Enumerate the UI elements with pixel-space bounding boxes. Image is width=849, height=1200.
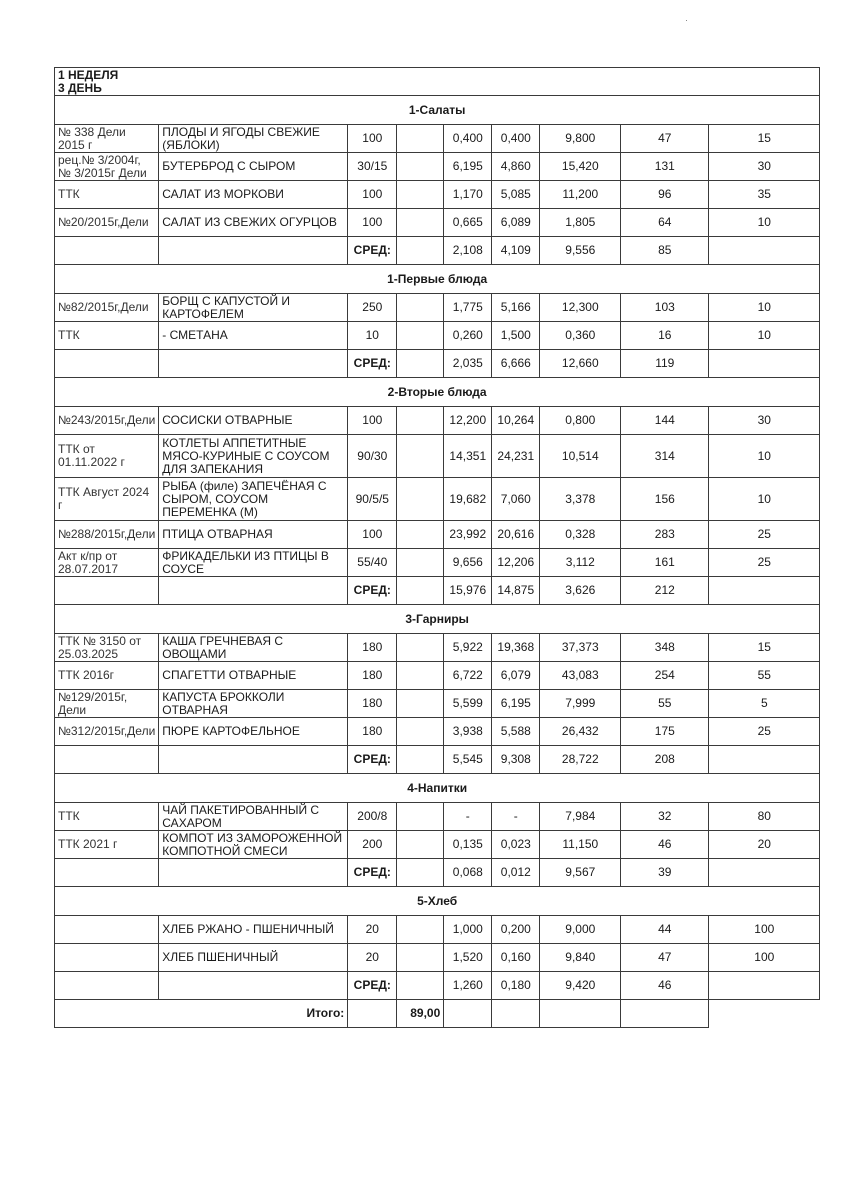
cell-protein: 0,665 [444, 209, 492, 237]
cell-empty [159, 859, 348, 887]
cell-portion: 20 [348, 916, 397, 944]
cell-fat: 0,023 [492, 831, 540, 859]
avg-kcal: 85 [621, 237, 709, 265]
cell-empty [55, 237, 159, 265]
cell-kcal: 144 [621, 407, 709, 435]
cell-extra: 80 [709, 803, 820, 831]
average-row [55, 972, 820, 1000]
cell-extra: 35 [709, 181, 820, 209]
table-row [55, 407, 820, 435]
cell-protein: 0,260 [444, 322, 492, 350]
cell-extra: 25 [709, 549, 820, 577]
cell-empty [709, 1000, 820, 1028]
cell-protein: 6,195 [444, 153, 492, 181]
cell-portion: 250 [348, 294, 397, 322]
table-row [55, 549, 820, 577]
cell-fat: 0,400 [492, 125, 540, 153]
section-header-row [55, 378, 820, 407]
cell-kcal: 348 [621, 634, 709, 662]
cell-protein: 1,000 [444, 916, 492, 944]
cell-name: БУТЕРБРОД С СЫРОМ [159, 153, 348, 181]
cell-fat: 12,206 [492, 549, 540, 577]
cell-kcal: 175 [621, 718, 709, 746]
cell-code: ТТК [55, 322, 159, 350]
cell-empty [621, 1000, 709, 1028]
week-label: 1 НЕДЕЛЯ [58, 67, 119, 82]
cell-price [397, 322, 444, 350]
average-row [55, 577, 820, 605]
cell-carbs: 9,000 [540, 916, 621, 944]
cell-fat: 4,860 [492, 153, 540, 181]
cell-price [397, 478, 444, 521]
avg-carbs: 9,567 [540, 859, 621, 887]
section-title: 4-Напитки [55, 774, 820, 803]
table-row [55, 322, 820, 350]
cell-code: ТТК 2016г [55, 662, 159, 690]
cell-empty [55, 577, 159, 605]
average-label: СРЕД: [348, 859, 397, 887]
table-row [55, 916, 820, 944]
cell-portion: 180 [348, 690, 397, 718]
cell-fat: - [492, 803, 540, 831]
cell-empty [397, 972, 444, 1000]
cell-price [397, 549, 444, 577]
section-header-row [55, 887, 820, 916]
cell-empty [55, 350, 159, 378]
avg-carbs: 9,556 [540, 237, 621, 265]
cell-kcal: 32 [621, 803, 709, 831]
cell-price [397, 209, 444, 237]
cell-protein: 9,656 [444, 549, 492, 577]
cell-kcal: 161 [621, 549, 709, 577]
avg-protein: 2,108 [444, 237, 492, 265]
avg-carbs: 3,626 [540, 577, 621, 605]
average-label: СРЕД: [348, 350, 397, 378]
avg-kcal: 212 [621, 577, 709, 605]
cell-kcal: 64 [621, 209, 709, 237]
cell-carbs: 0,360 [540, 322, 621, 350]
cell-extra: 100 [709, 944, 820, 972]
cell-portion: 180 [348, 718, 397, 746]
header-row [55, 68, 820, 96]
cell-name: КАША ГРЕЧНЕВАЯ С ОВОЩАМИ [159, 634, 348, 662]
cell-price [397, 125, 444, 153]
cell-price [397, 831, 444, 859]
cell-protein: 12,200 [444, 407, 492, 435]
cell-empty [709, 350, 820, 378]
table-row [55, 718, 820, 746]
table-row [55, 181, 820, 209]
table-row [55, 294, 820, 322]
cell-code: ТТК Август 2024 г [55, 478, 159, 521]
cell-code: ТТК от 01.11.2022 г [55, 435, 159, 478]
cell-portion: 10 [348, 322, 397, 350]
cell-code: ТТК [55, 181, 159, 209]
cell-empty [709, 237, 820, 265]
cell-empty [55, 746, 159, 774]
cell-name: КОТЛЕТЫ АППЕТИТНЫЕ МЯСО-КУРИНЫЕ С СОУСОМ ДЛЯ ЗАПЕКАНИЯ [159, 435, 348, 478]
table-row [55, 435, 820, 478]
cell-kcal: 46 [621, 831, 709, 859]
cell-carbs: 9,840 [540, 944, 621, 972]
cell-empty [159, 577, 348, 605]
section-header-row [55, 96, 820, 125]
cell-code: ТТК [55, 803, 159, 831]
cell-empty [709, 746, 820, 774]
cell-carbs: 7,984 [540, 803, 621, 831]
cell-kcal: 47 [621, 944, 709, 972]
cell-name: РЫБА (филе) ЗАПЕЧЁНАЯ С СЫРОМ, СОУСОМ ПЕРЕМЕНКА (М) [159, 478, 348, 521]
cell-portion: 90/30 [348, 435, 397, 478]
cell-carbs: 3,378 [540, 478, 621, 521]
cell-empty [159, 972, 348, 1000]
cell-extra: 15 [709, 125, 820, 153]
cell-name: СПАГЕТТИ ОТВАРНЫЕ [159, 662, 348, 690]
average-label: СРЕД: [348, 237, 397, 265]
cell-portion: 200 [348, 831, 397, 859]
avg-fat: 4,109 [492, 237, 540, 265]
cell-name: САЛАТ ИЗ МОРКОВИ [159, 181, 348, 209]
cell-protein: 1,520 [444, 944, 492, 972]
avg-protein: 15,976 [444, 577, 492, 605]
table-row [55, 831, 820, 859]
cell-price [397, 294, 444, 322]
avg-protein: 0,068 [444, 859, 492, 887]
cell-empty [397, 859, 444, 887]
table-row [55, 803, 820, 831]
cell-code: №312/2015г,Дели [55, 718, 159, 746]
cell-price [397, 153, 444, 181]
table-row [55, 521, 820, 549]
cell-name: БОРЩ С КАПУСТОЙ И КАРТОФЕЛЕМ [159, 294, 348, 322]
cell-name: ПТИЦА ОТВАРНАЯ [159, 521, 348, 549]
cell-carbs: 0,800 [540, 407, 621, 435]
section-header-row [55, 605, 820, 634]
average-row [55, 237, 820, 265]
avg-fat: 14,875 [492, 577, 540, 605]
section-header-row [55, 774, 820, 803]
cell-fat: 19,368 [492, 634, 540, 662]
cell-name: ХЛЕБ РЖАНО - ПШЕНИЧНЫЙ [159, 916, 348, 944]
cell-fat: 10,264 [492, 407, 540, 435]
cell-portion: 100 [348, 521, 397, 549]
cell-extra: 15 [709, 634, 820, 662]
cell-portion: 200/8 [348, 803, 397, 831]
avg-fat: 6,666 [492, 350, 540, 378]
cell-empty [159, 350, 348, 378]
cell-name: КОМПОТ ИЗ ЗАМОРОЖЕННОЙ КОМПОТНОЙ СМЕСИ [159, 831, 348, 859]
cell-carbs: 7,999 [540, 690, 621, 718]
document-header [55, 68, 820, 96]
table-row [55, 944, 820, 972]
cell-fat: 6,089 [492, 209, 540, 237]
cell-empty [540, 1000, 621, 1028]
cell-price [397, 407, 444, 435]
cell-portion: 100 [348, 125, 397, 153]
cell-carbs: 1,805 [540, 209, 621, 237]
cell-protein: 3,938 [444, 718, 492, 746]
cell-empty [709, 972, 820, 1000]
cell-price [397, 435, 444, 478]
section-header-row [55, 265, 820, 294]
cell-empty [55, 972, 159, 1000]
cell-price [397, 521, 444, 549]
cell-name: ХЛЕБ ПШЕНИЧНЫЙ [159, 944, 348, 972]
table-row [55, 478, 820, 521]
cell-empty [397, 237, 444, 265]
cell-extra: 55 [709, 662, 820, 690]
cell-fat: 5,085 [492, 181, 540, 209]
cell-empty [348, 1000, 397, 1028]
cell-carbs: 43,083 [540, 662, 621, 690]
cell-extra: 10 [709, 209, 820, 237]
avg-carbs: 9,420 [540, 972, 621, 1000]
cell-protein: 1,170 [444, 181, 492, 209]
cell-code: № 338 Дели 2015 г [55, 125, 159, 153]
cell-protein: 0,135 [444, 831, 492, 859]
cell-carbs: 10,514 [540, 435, 621, 478]
table-row [55, 125, 820, 153]
cell-code [55, 944, 159, 972]
avg-protein: 1,260 [444, 972, 492, 1000]
cell-protein: 5,599 [444, 690, 492, 718]
cell-portion: 100 [348, 209, 397, 237]
avg-protein: 2,035 [444, 350, 492, 378]
cell-name: САЛАТ ИЗ СВЕЖИХ ОГУРЦОВ [159, 209, 348, 237]
cell-portion: 100 [348, 181, 397, 209]
cell-portion: 30/15 [348, 153, 397, 181]
cell-extra: 10 [709, 435, 820, 478]
cell-protein: 6,722 [444, 662, 492, 690]
total-value: 89,00 [397, 1000, 444, 1028]
cell-carbs: 11,150 [540, 831, 621, 859]
cell-fat: 6,195 [492, 690, 540, 718]
cell-fat: 5,166 [492, 294, 540, 322]
cell-code: №129/2015г, Дели [55, 690, 159, 718]
cell-price [397, 634, 444, 662]
section-title: 5-Хлеб [55, 887, 820, 916]
cell-kcal: 55 [621, 690, 709, 718]
cell-extra: 25 [709, 521, 820, 549]
cell-kcal: 283 [621, 521, 709, 549]
avg-fat: 9,308 [492, 746, 540, 774]
cell-empty [397, 577, 444, 605]
cell-empty [159, 746, 348, 774]
cell-kcal: 47 [621, 125, 709, 153]
cell-kcal: 103 [621, 294, 709, 322]
scan-speck [686, 20, 687, 21]
cell-portion: 180 [348, 634, 397, 662]
avg-kcal: 46 [621, 972, 709, 1000]
cell-code [55, 916, 159, 944]
cell-empty [159, 237, 348, 265]
cell-extra: 30 [709, 407, 820, 435]
total-row [55, 1000, 820, 1028]
cell-protein: - [444, 803, 492, 831]
average-label: СРЕД: [348, 577, 397, 605]
cell-fat: 0,200 [492, 916, 540, 944]
cell-name: ЧАЙ ПАКЕТИРОВАННЫЙ С САХАРОМ [159, 803, 348, 831]
menu-table [54, 67, 820, 1028]
table-row [55, 690, 820, 718]
cell-empty [397, 746, 444, 774]
cell-code: рец.№ 3/2004г, № 3/2015г Дели [55, 153, 159, 181]
cell-kcal: 254 [621, 662, 709, 690]
cell-kcal: 156 [621, 478, 709, 521]
cell-empty [444, 1000, 492, 1028]
cell-fat: 0,160 [492, 944, 540, 972]
cell-name: - СМЕТАНА [159, 322, 348, 350]
cell-code: №288/2015г,Дели [55, 521, 159, 549]
avg-kcal: 39 [621, 859, 709, 887]
table-row [55, 662, 820, 690]
avg-kcal: 208 [621, 746, 709, 774]
average-row [55, 746, 820, 774]
cell-price [397, 690, 444, 718]
cell-price [397, 944, 444, 972]
average-row [55, 859, 820, 887]
cell-portion: 55/40 [348, 549, 397, 577]
cell-protein: 0,400 [444, 125, 492, 153]
cell-price [397, 718, 444, 746]
cell-code: ТТК № 3150 от 25.03.2025 [55, 634, 159, 662]
avg-fat: 0,012 [492, 859, 540, 887]
cell-empty [55, 859, 159, 887]
cell-carbs: 0,328 [540, 521, 621, 549]
cell-carbs: 37,373 [540, 634, 621, 662]
cell-extra: 100 [709, 916, 820, 944]
cell-carbs: 26,432 [540, 718, 621, 746]
cell-kcal: 44 [621, 916, 709, 944]
cell-name: ПЛОДЫ И ЯГОДЫ СВЕЖИЕ (ЯБЛОКИ) [159, 125, 348, 153]
cell-empty [397, 350, 444, 378]
cell-name: ПЮРЕ КАРТОФЕЛЬНОЕ [159, 718, 348, 746]
cell-name: ФРИКАДЕЛЬКИ ИЗ ПТИЦЫ В СОУСЕ [159, 549, 348, 577]
avg-kcal: 119 [621, 350, 709, 378]
cell-code: №243/2015г,Дели [55, 407, 159, 435]
cell-kcal: 96 [621, 181, 709, 209]
cell-carbs: 12,300 [540, 294, 621, 322]
cell-fat: 5,588 [492, 718, 540, 746]
table-row [55, 634, 820, 662]
table-row [55, 153, 820, 181]
cell-extra: 10 [709, 294, 820, 322]
cell-fat: 1,500 [492, 322, 540, 350]
cell-extra: 10 [709, 322, 820, 350]
cell-fat: 7,060 [492, 478, 540, 521]
cell-price [397, 181, 444, 209]
cell-code: №82/2015г,Дели [55, 294, 159, 322]
avg-carbs: 28,722 [540, 746, 621, 774]
cell-portion: 180 [348, 662, 397, 690]
table-row [55, 209, 820, 237]
cell-protein: 5,922 [444, 634, 492, 662]
cell-carbs: 11,200 [540, 181, 621, 209]
cell-protein: 1,775 [444, 294, 492, 322]
cell-code: №20/2015г,Дели [55, 209, 159, 237]
cell-empty [492, 1000, 540, 1028]
day-label: 3 ДЕНЬ [58, 80, 102, 95]
cell-price [397, 916, 444, 944]
cell-name: СОСИСКИ ОТВАРНЫЕ [159, 407, 348, 435]
cell-portion: 20 [348, 944, 397, 972]
cell-empty [709, 859, 820, 887]
cell-carbs: 9,800 [540, 125, 621, 153]
average-row [55, 350, 820, 378]
cell-protein: 14,351 [444, 435, 492, 478]
cell-protein: 23,992 [444, 521, 492, 549]
average-label: СРЕД: [348, 972, 397, 1000]
cell-fat: 24,231 [492, 435, 540, 478]
cell-extra: 5 [709, 690, 820, 718]
cell-carbs: 3,112 [540, 549, 621, 577]
cell-fat: 20,616 [492, 521, 540, 549]
cell-fat: 6,079 [492, 662, 540, 690]
section-title: 1-Салаты [55, 96, 820, 125]
cell-extra: 20 [709, 831, 820, 859]
cell-portion: 100 [348, 407, 397, 435]
cell-portion: 90/5/5 [348, 478, 397, 521]
cell-carbs: 15,420 [540, 153, 621, 181]
cell-empty [709, 577, 820, 605]
total-label: Итого: [55, 1000, 348, 1028]
cell-protein: 19,682 [444, 478, 492, 521]
cell-code: Акт к/пр от 28.07.2017 [55, 549, 159, 577]
avg-fat: 0,180 [492, 972, 540, 1000]
cell-extra: 25 [709, 718, 820, 746]
section-title: 1-Первые блюда [55, 265, 820, 294]
section-title: 2-Вторые блюда [55, 378, 820, 407]
avg-protein: 5,545 [444, 746, 492, 774]
cell-price [397, 803, 444, 831]
cell-kcal: 314 [621, 435, 709, 478]
section-title: 3-Гарниры [55, 605, 820, 634]
cell-name: КАПУСТА БРОККОЛИ ОТВАРНАЯ [159, 690, 348, 718]
avg-carbs: 12,660 [540, 350, 621, 378]
average-label: СРЕД: [348, 746, 397, 774]
cell-kcal: 16 [621, 322, 709, 350]
cell-extra: 10 [709, 478, 820, 521]
cell-extra: 30 [709, 153, 820, 181]
cell-price [397, 662, 444, 690]
cell-kcal: 131 [621, 153, 709, 181]
cell-code: ТТК 2021 г [55, 831, 159, 859]
